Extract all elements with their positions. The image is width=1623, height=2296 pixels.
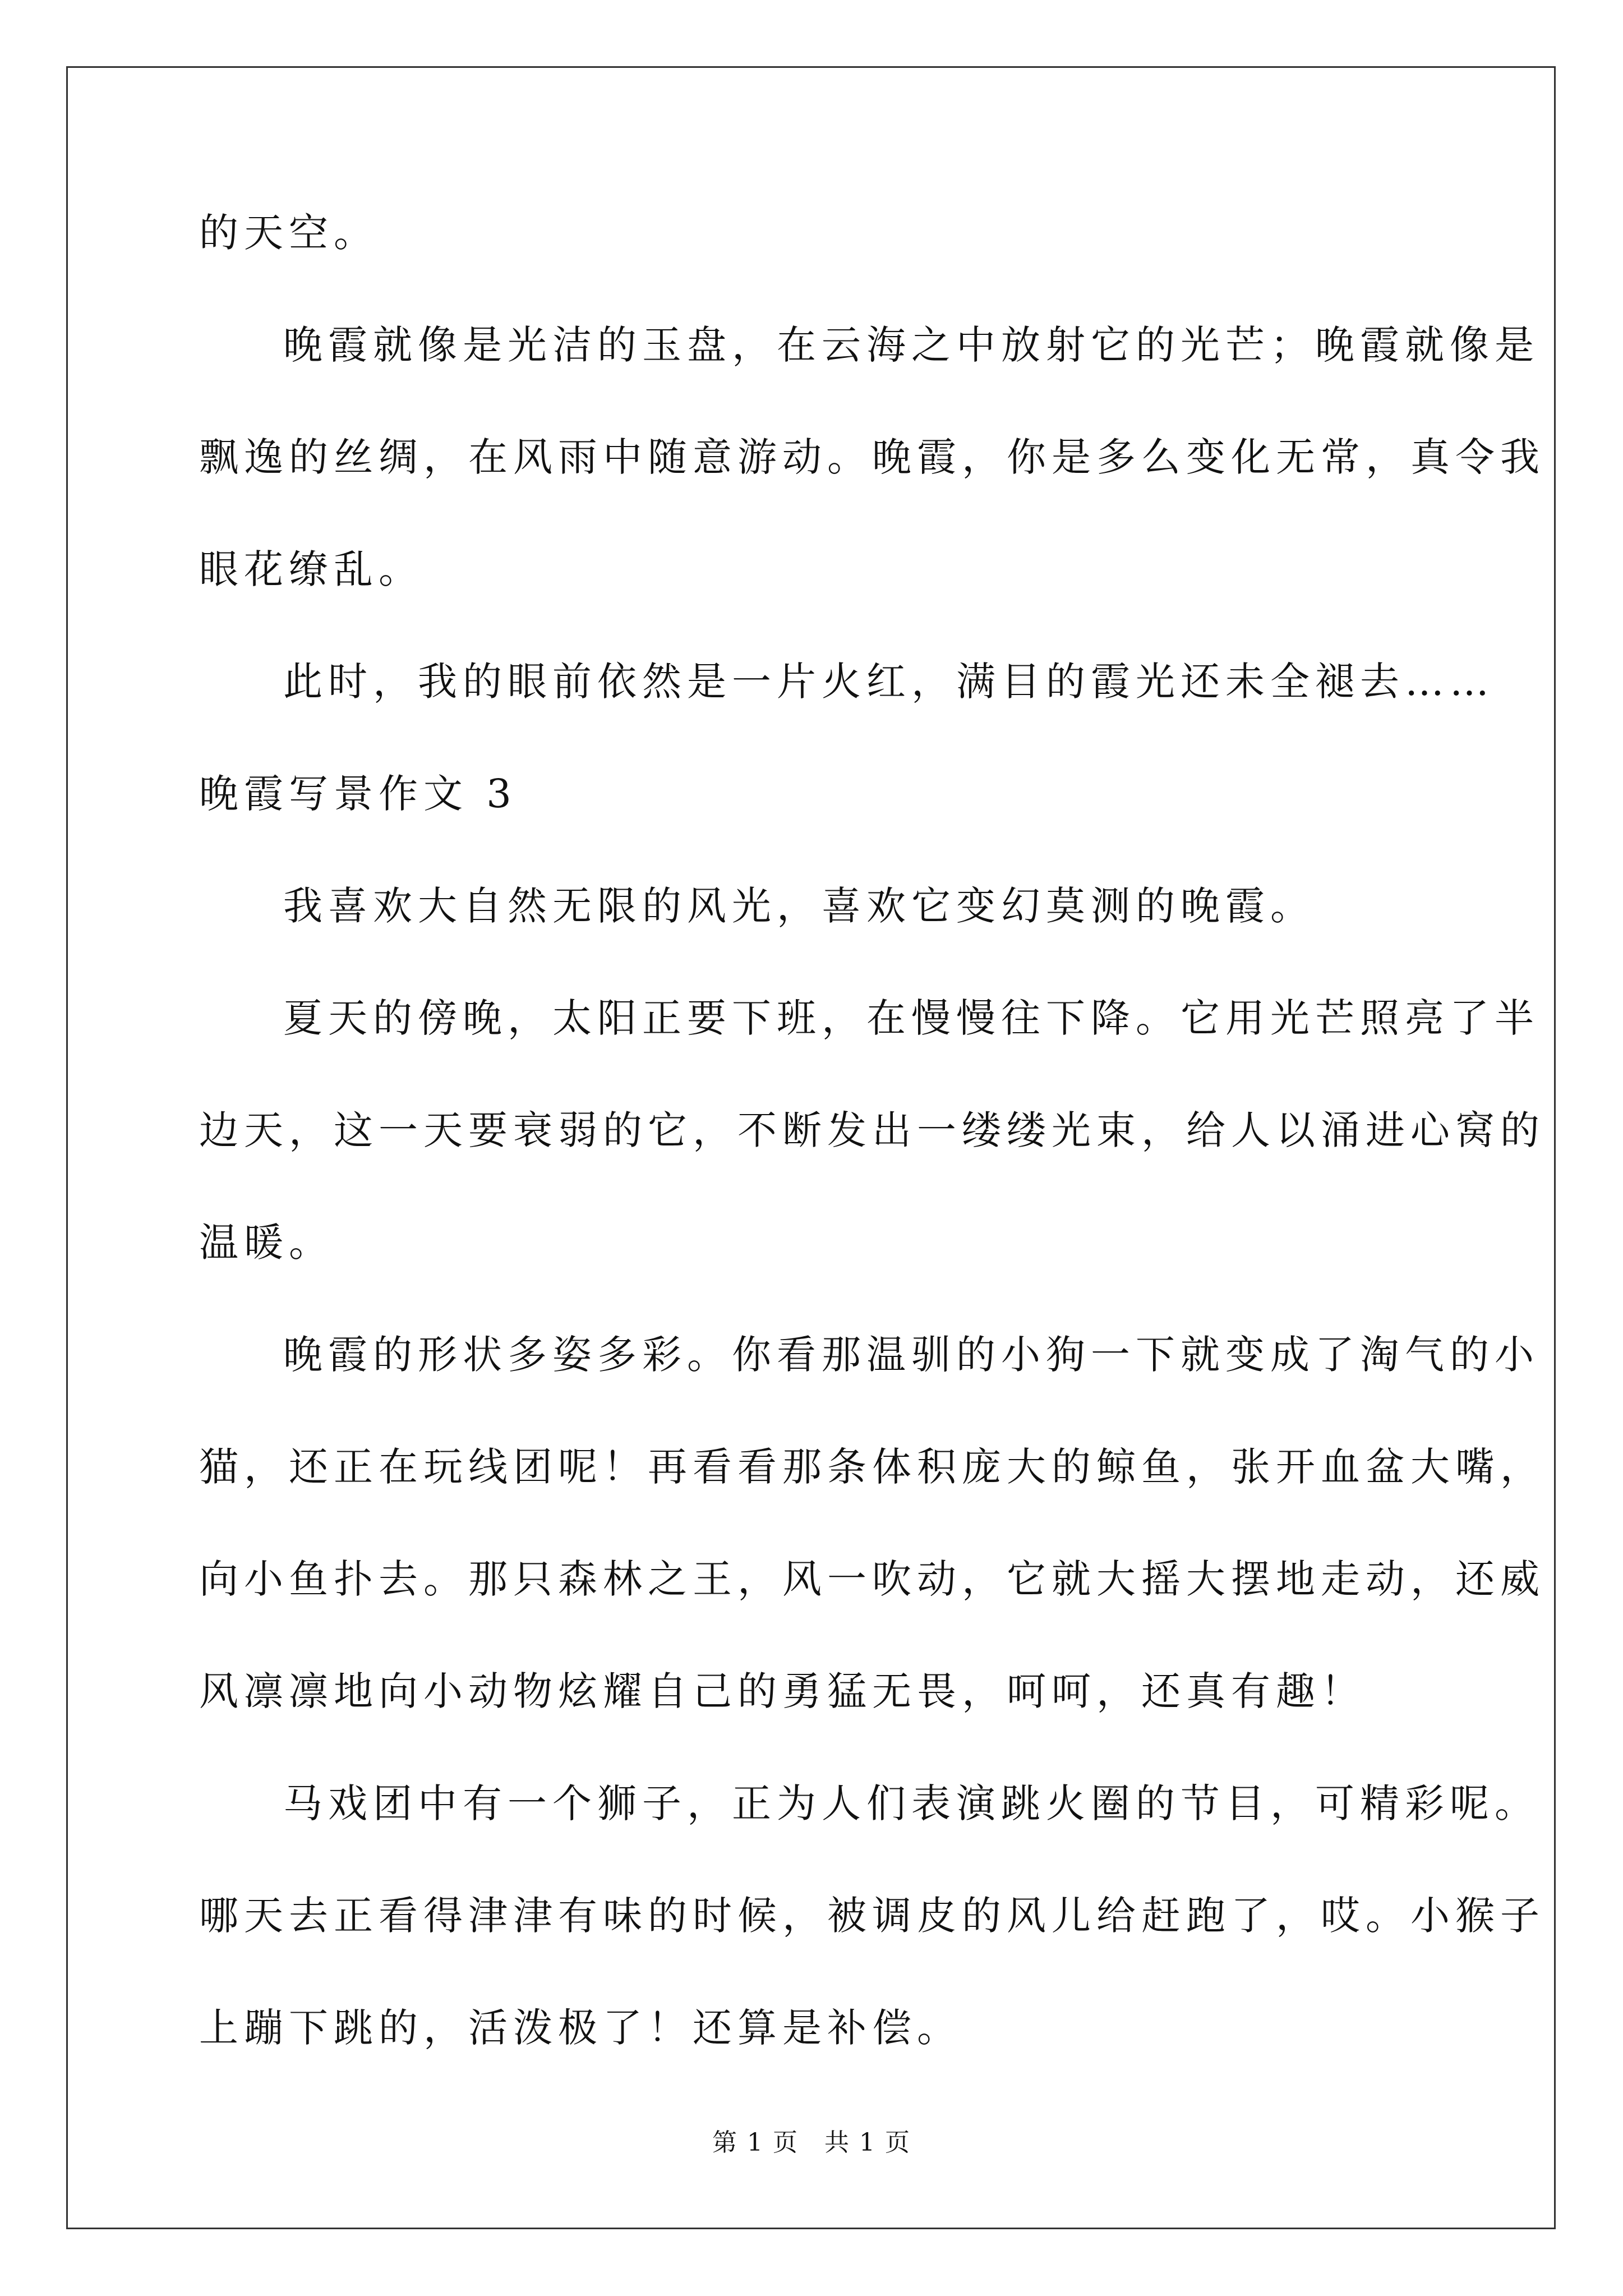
text-line: 的天空。	[199, 210, 379, 256]
paragraph-line: 马戏团中有一个狮子，正为人们表演跳火圈的节目，可精彩呢。	[283, 1780, 1539, 1826]
paragraph-line: 晚霞就像是光洁的玉盘，在云海之中放射它的光芒；晚霞就像是	[283, 322, 1539, 368]
text-line: 边天，这一天要衰弱的它，不断发出一缕缕光束，给人以涌进心窝的	[199, 1107, 1545, 1153]
text-line: 飘逸的丝绸，在风雨中随意游动。晚霞，你是多么变化无常，真令我	[199, 434, 1545, 480]
text-line: 猫，还正在玩线团呢！再看看那条体积庞大的鲸鱼，张开血盆大嘴，	[199, 1444, 1545, 1490]
paragraph-line: 夏天的傍晚，太阳正要下班，在慢慢往下降。它用光芒照亮了半	[283, 995, 1539, 1041]
paragraph-line: 晚霞的形状多姿多彩。你看那温驯的小狗一下就变成了淘气的小	[283, 1332, 1539, 1378]
paragraph-line: 我喜欢大自然无限的风光，喜欢它变幻莫测的晚霞。	[283, 883, 1315, 929]
text-line: 哪天去正看得津津有味的时候，被调皮的风儿给赶跑了，哎。小猴子	[199, 1893, 1545, 1939]
paragraph-line: 此时，我的眼前依然是一片火红，满目的霞光还未全褪去……	[283, 659, 1495, 705]
text-line: 上蹦下跳的，活泼极了！还算是补偿。	[199, 2005, 962, 2051]
text-line: 风凛凛地向小动物炫耀自己的勇猛无畏，呵呵，还真有趣！	[199, 1668, 1366, 1714]
text-line: 温暖。	[199, 1220, 334, 1266]
page-footer: 第 1 页 共 1 页	[712, 2128, 911, 2157]
text-line: 眼花缭乱。	[199, 546, 423, 592]
section-heading: 晚霞写景作文 3	[199, 771, 517, 817]
text-line: 向小鱼扑去。那只森林之王，风一吹动，它就大摇大摆地走动，还威	[199, 1556, 1545, 1602]
